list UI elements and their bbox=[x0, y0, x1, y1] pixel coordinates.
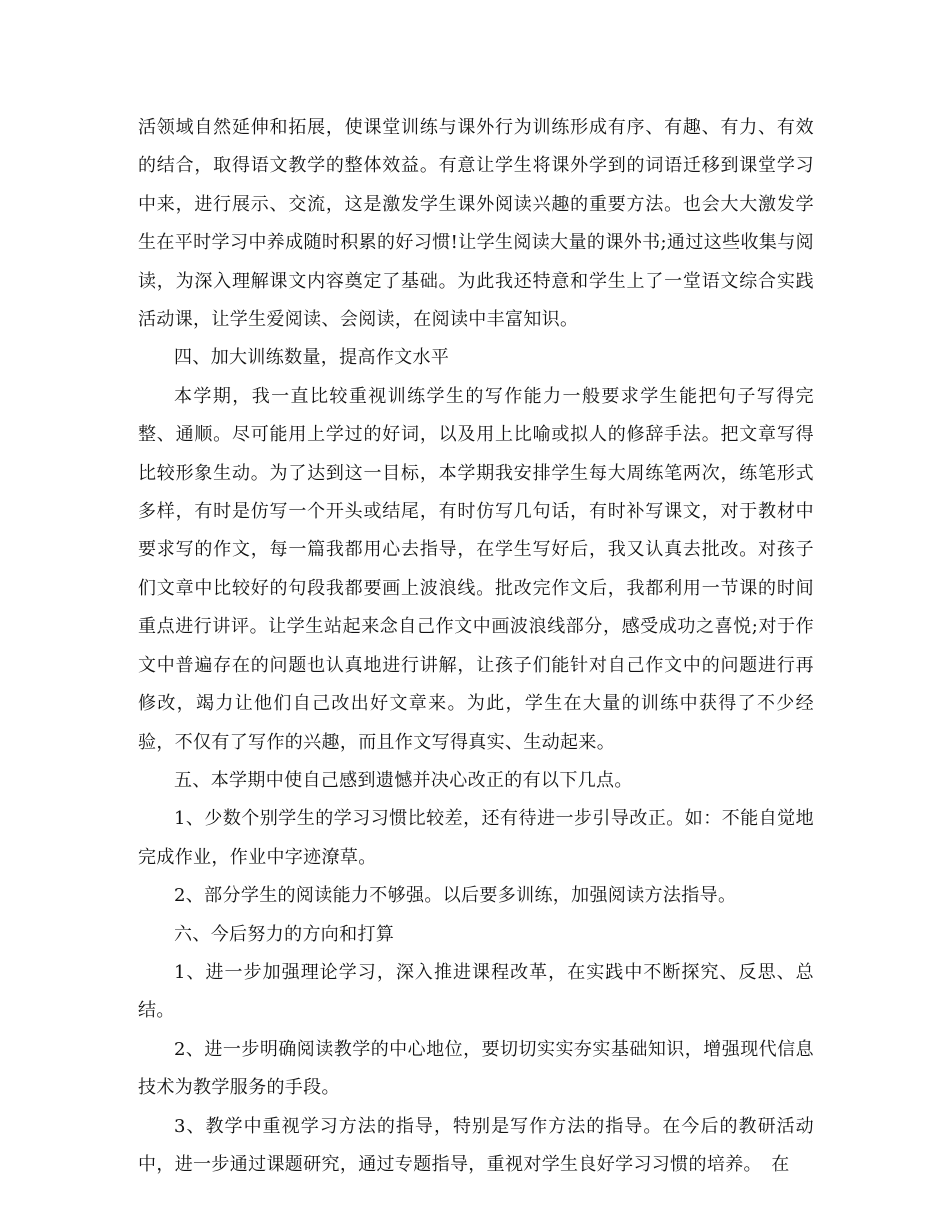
list-item-regret-2: 2、部分学生的阅读能力不够强。以后要多训练，加强阅读方法指导。 bbox=[174, 885, 737, 907]
list-item-plan-1: 1、进一步加强理论学习，深入推进课程改革，在实践中不断探究、反思、总结。 bbox=[138, 961, 814, 1022]
heading-section-6: 六、今后努力的方向和打算 bbox=[174, 923, 395, 945]
paragraph-writing-training: 本学期，我一直比较重视训练学生的写作能力一般要求学生能把句子写得完整、通顺。尽可能用上学过的好词，以及用上比喻或拟人的修辞手法。把文章写得比较形象生动。为了达到这一目标，本学期我安排学生每大周练笔两次，练笔形式多样，有时是仿写一个开头或结尾，有时仿写几句话，有时补写课文，对于教材中要求写的作文，每一篇我都用心去指导，在学生写好后，我又认真去批改。对孩子们文章中比较好的句段我都要画上波浪线。批改完作文后，我都利用一节课的时间重点进行讲评。让学生站起来念自己作文中画波浪线部分，感受成功之喜悦;对于作文中普遍存在的问题也认真地进行讲解，让孩子们能针对自己作文中的问题进行再修改，竭力让他们自己改出好文章来。为此，学生在大量的训练中获得了不少经验，不仅有了写作的兴趣，而且作文写得真实、生动起来。 bbox=[138, 385, 814, 753]
list-item-plan-2: 2、进一步明确阅读教学的中心地位，要切切实实夯实基础知识，增强现代信息技术为教学服务的手段。 bbox=[138, 1038, 814, 1099]
heading-section-4: 四、加大训练数量，提高作文水平 bbox=[174, 347, 450, 369]
heading-section-5: 五、本学期中使自己感到遗憾并决心改正的有以下几点。 bbox=[174, 769, 633, 791]
list-item-regret-1: 1、少数个别学生的学习习惯比较差，还有待进一步引导改正。如：不能自觉地完成作业，作业中字迹潦草。 bbox=[138, 808, 814, 868]
document-body bbox=[138, 109, 814, 1184]
paragraph-continuation: 活领域自然延伸和拓展，使课堂训练与课外行为训练形成有序、有趣、有力、有效的结合，取得语文教学的整体效益。有意让学生将课外学到的词语迁移到课堂学习中来，进行展示、交流，这是激发学生课外阅读兴趣的重要方法。也会大大激发学生在平时学习中养成随时积累的好习惯!让学生阅读大量的课外书;通过这些收集与阅读，为深入理解课文内容奠定了基础。为此我还特意和学生上了一堂语文综合实践活动课，让学生爱阅读、会阅读，在阅读中丰富知识。 bbox=[138, 117, 814, 331]
list-item-plan-3: 3、教学中重视学习方法的指导，特别是写作方法的指导。在今后的教研活动中，进一步通过课题研究，通过专题指导，重视对学生良好学习习惯的培养。 在 bbox=[138, 1115, 814, 1175]
